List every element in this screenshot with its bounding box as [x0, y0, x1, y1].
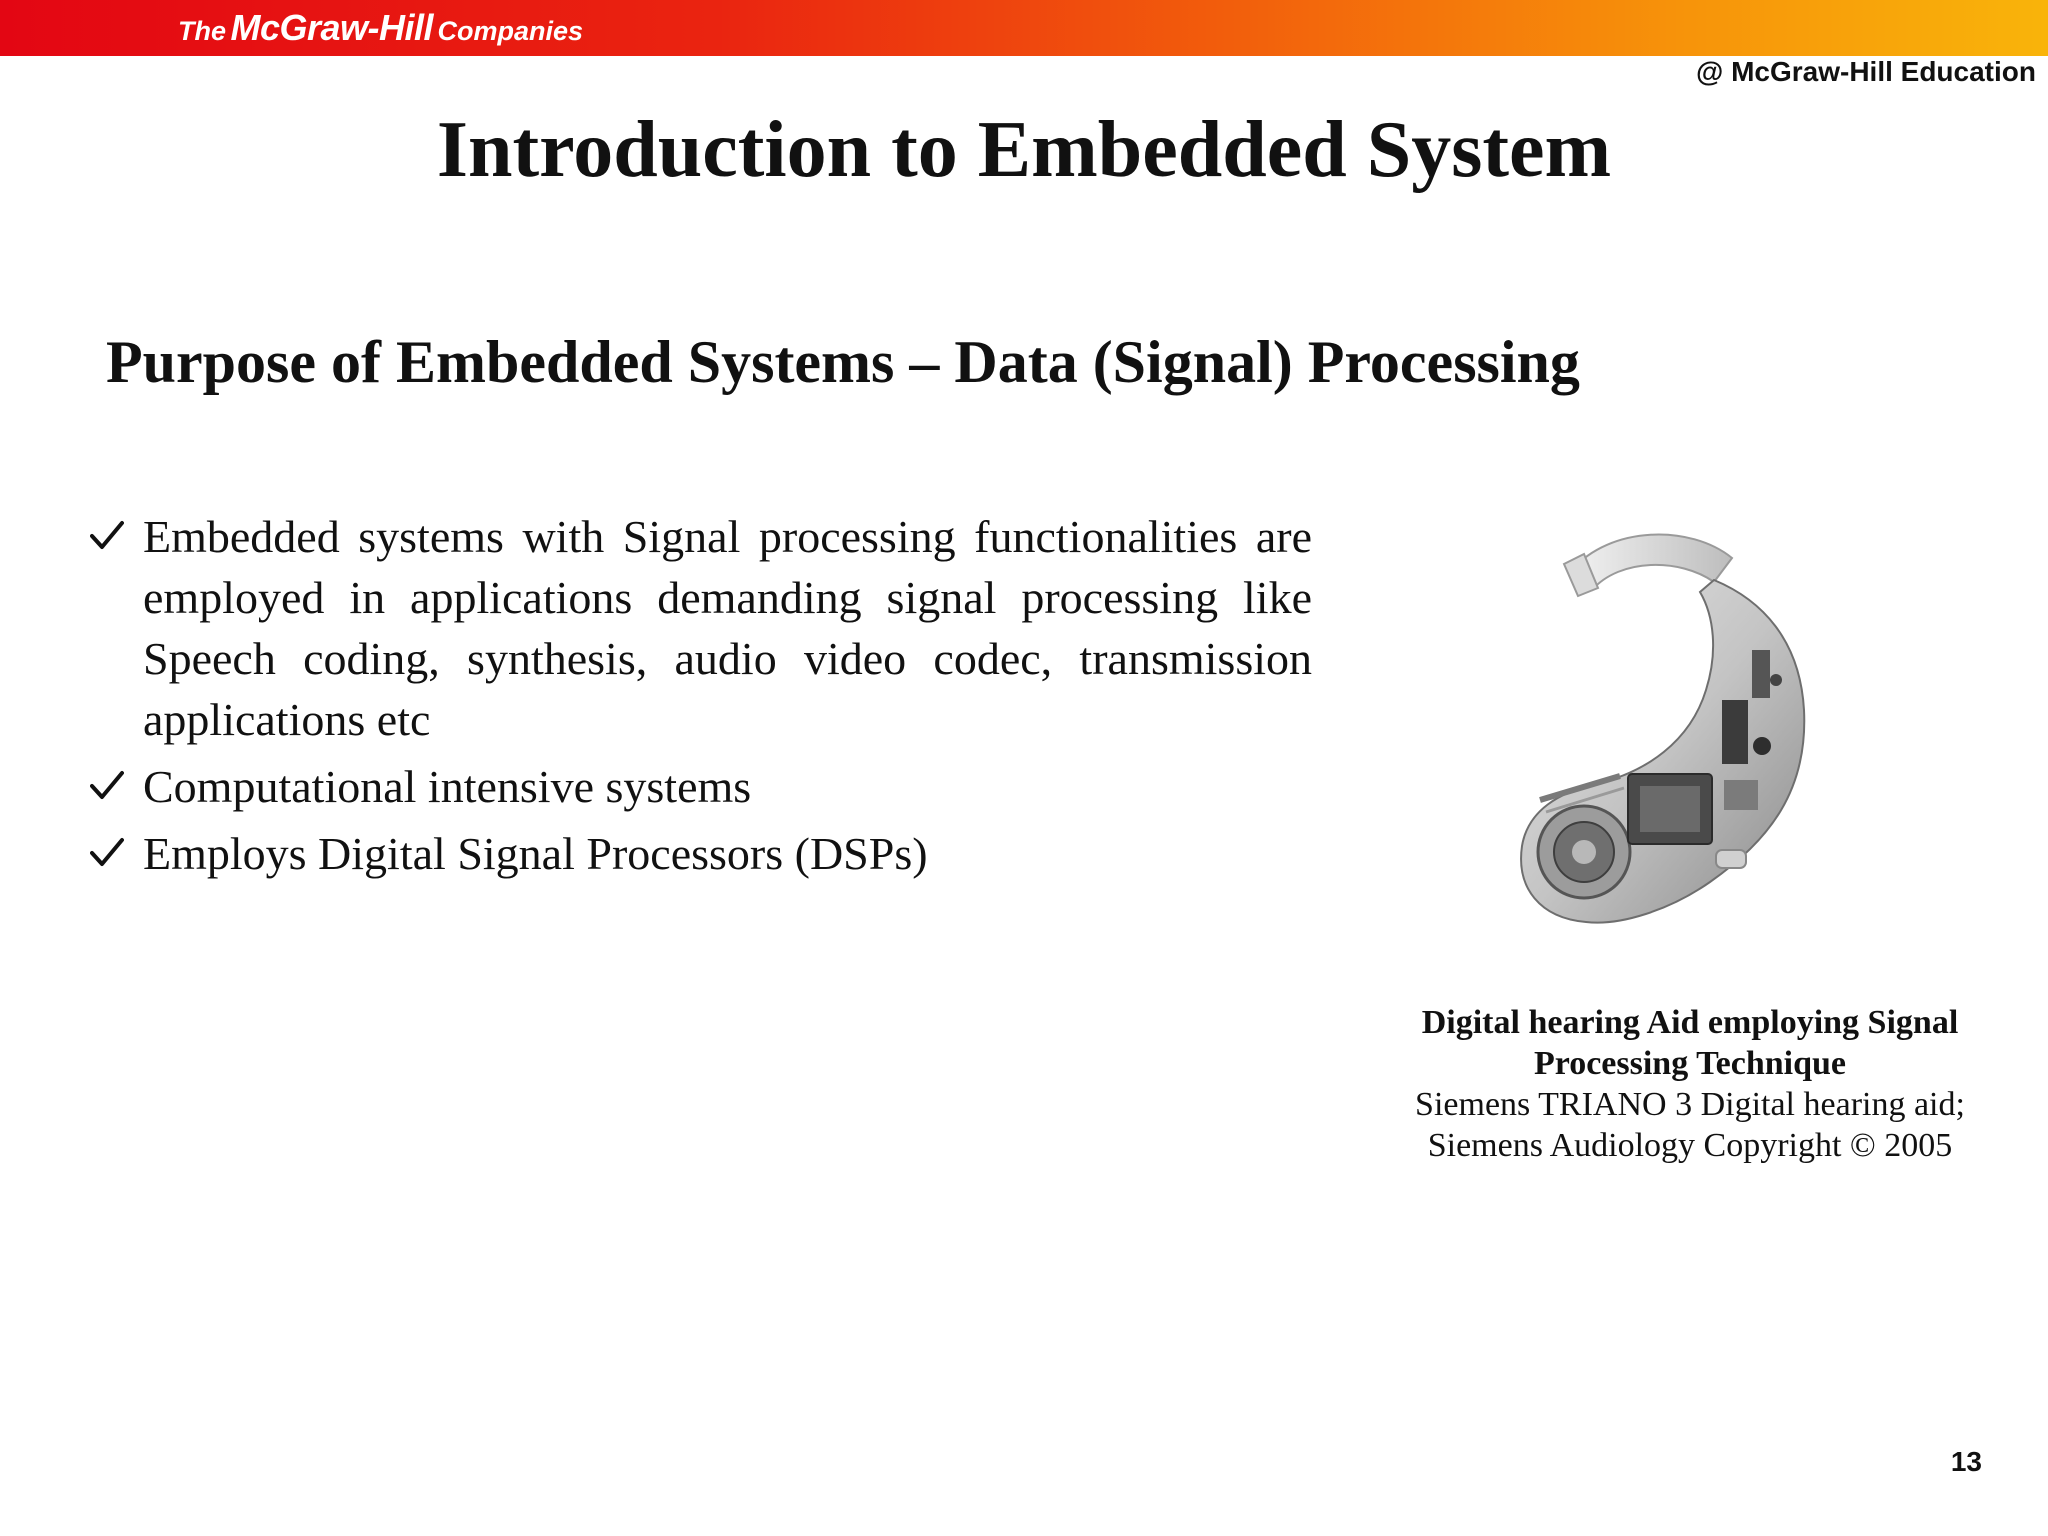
bullet-list — [90, 506, 1312, 890]
checkmark-icon — [90, 770, 124, 800]
header-bar — [0, 0, 2048, 56]
checkmark-icon — [90, 837, 124, 867]
brand-suffix: Companies — [437, 16, 584, 46]
caption-bold-line: Processing Technique — [1533, 1045, 1847, 1082]
bullet-text: Embedded systems with Signal processing functionalities are employed in applications demanding signal processing like Speech coding, synthesis, audio video codec, transmission applications etc — [143, 511, 1312, 745]
bullet-item — [90, 823, 1312, 884]
brand-name: McGraw-Hill — [230, 7, 434, 48]
bullet-item — [90, 756, 1312, 817]
figure-caption — [1390, 1002, 1990, 1166]
bullet-text: Employs Digital Signal Processors (DSPs) — [143, 828, 928, 879]
bullet-item — [90, 506, 1312, 750]
slide-title: Introduction to Embedded System — [436, 106, 1612, 194]
slide-subtitle: Purpose of Embedded Systems – Data (Signal) Processing — [106, 329, 1580, 395]
copyright-note: @ McGraw-Hill Education — [1695, 56, 2036, 87]
caption-line: Siemens TRIANO 3 Digital hearing aid; — [1415, 1086, 1965, 1123]
page-number: 13 — [1950, 1446, 1982, 1477]
brand-logo — [178, 6, 583, 58]
brand-prefix: The — [178, 16, 227, 46]
hearing-aid-illustration — [1500, 530, 1860, 930]
bullet-text: Computational intensive systems — [143, 761, 752, 812]
caption-line: Siemens Audiology Copyright © 2005 — [1427, 1127, 1953, 1164]
checkmark-icon — [90, 520, 124, 550]
caption-bold-line: Digital hearing Aid employing Signal — [1421, 1004, 1959, 1041]
